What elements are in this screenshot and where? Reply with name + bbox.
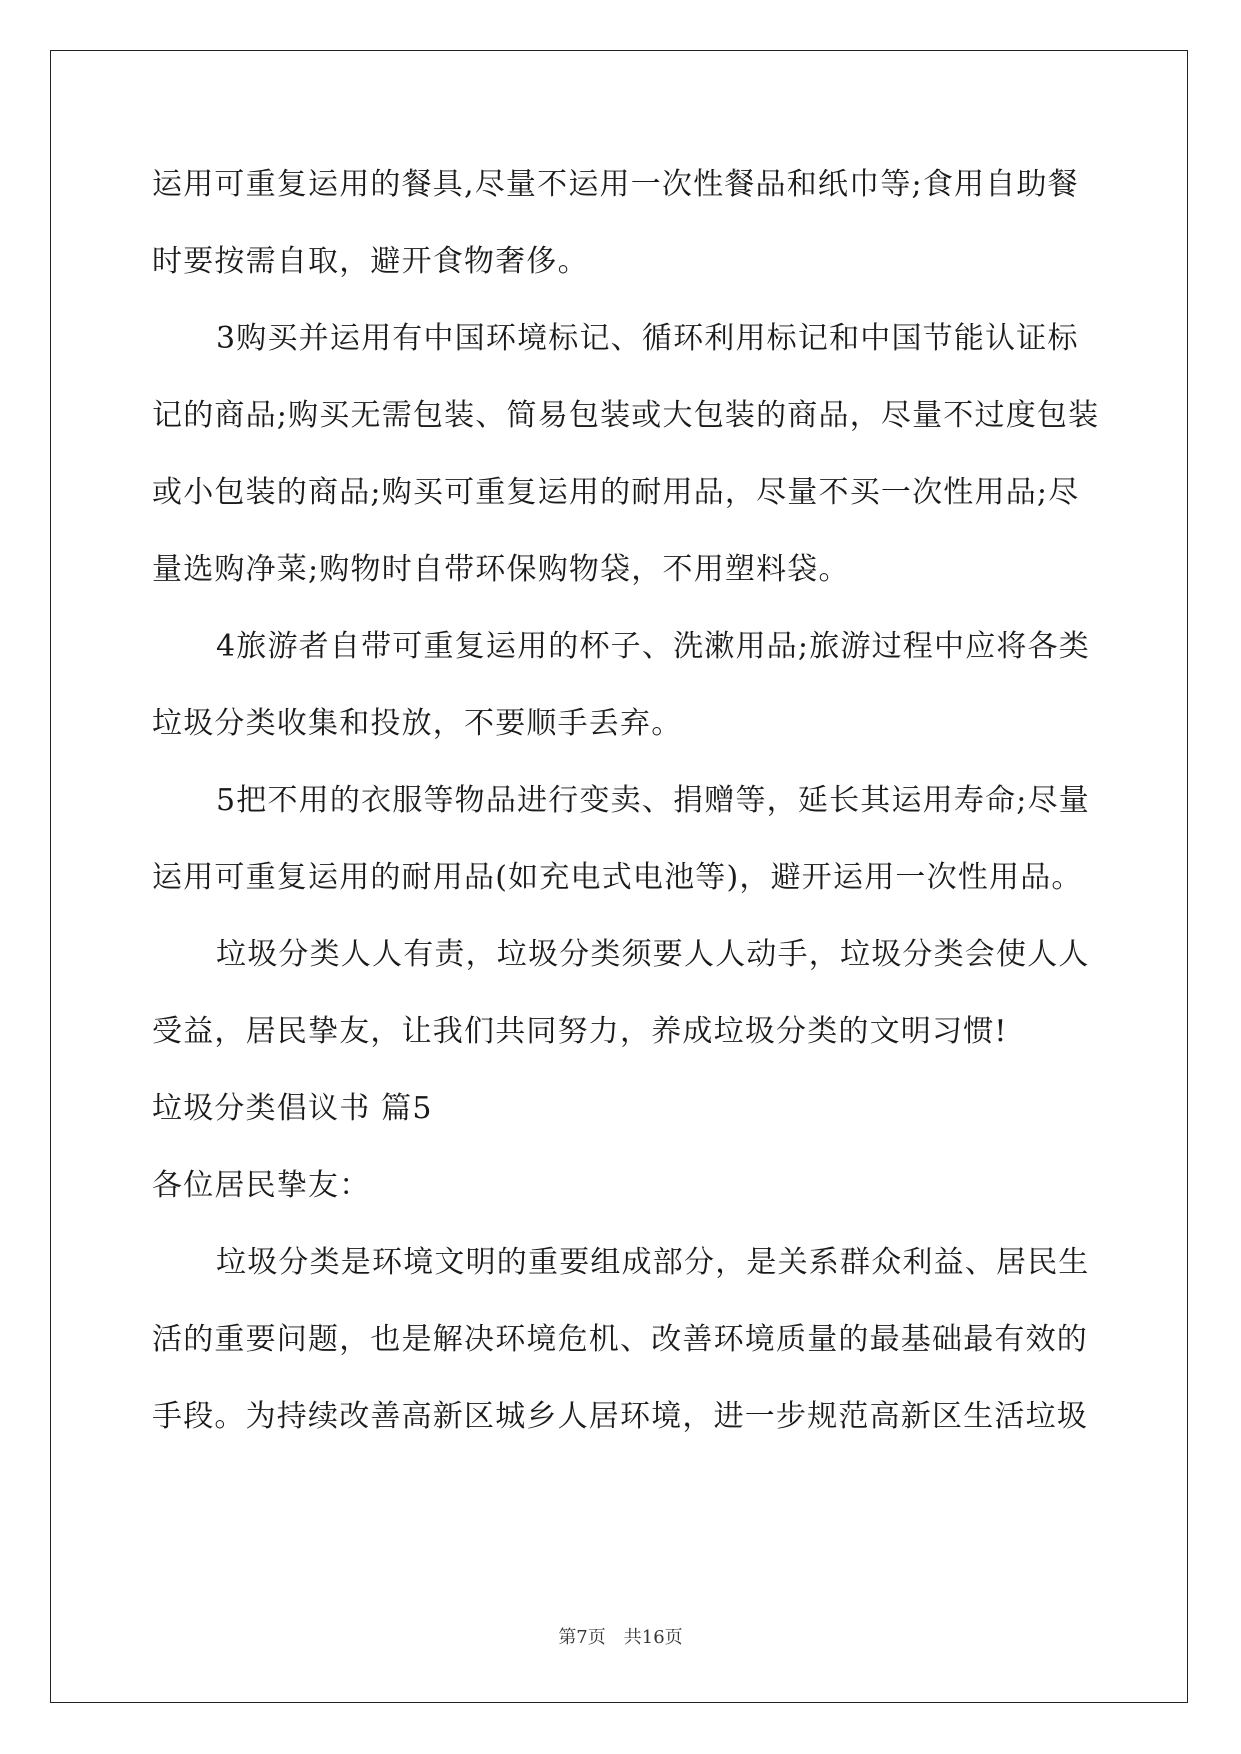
text-line: 3购买并运用有中国环境标记、循环利用标记和中国节能认证标 — [216, 321, 1079, 356]
text-line: 运用可重复运用的耐用品(如充电式电池等)，避开运用一次性用品。 — [152, 860, 1083, 895]
text-line: 垃圾分类收集和投放，不要顺手丢弃。 — [152, 706, 683, 741]
text-line: 手段。为持续改善高新区城乡人居环境，进一步规范高新区生活垃圾 — [152, 1399, 1088, 1434]
text-line: 垃圾分类是环境文明的重要组成部分，是关系群众利益、居民生 — [216, 1245, 1090, 1280]
section-heading: 垃圾分类倡议书 篇5 — [152, 1091, 433, 1126]
page-number-footer: 第7页 共16页 — [558, 1627, 683, 1648]
text-line: 5把不用的衣服等物品进行变卖、捐赠等，延长其运用寿命;尽量 — [216, 783, 1090, 818]
text-line: 或小包装的商品;购买可重复运用的耐用品，尽量不买一次性用品;尽 — [152, 475, 1080, 510]
text-line: 受益，居民挚友，让我们共同努力，养成垃圾分类的文明习惯! — [152, 1014, 1008, 1049]
text-line: 记的商品;购买无需包装、简易包装或大包装的商品，尽量不过度包装 — [152, 398, 1100, 433]
text-line: 量选购净菜;购物时自带环保购物袋，不用塑料袋。 — [152, 552, 850, 587]
text-line: 4旅游者自带可重复运用的杯子、洗漱用品;旅游过程中应将各类 — [216, 629, 1090, 664]
document-body — [152, 162, 1100, 1471]
text-line: 活的重要问题，也是解决环境危机、改善环境质量的最基础最有效的 — [152, 1322, 1088, 1357]
text-line: 时要按需自取，避开食物奢侈。 — [152, 244, 589, 279]
salutation: 各位居民挚友： — [152, 1168, 371, 1203]
text-line: 运用可重复运用的餐具,尽量不运用一次性餐品和纸巾等;食用自助餐 — [152, 167, 1079, 202]
text-line: 垃圾分类人人有责，垃圾分类须要人人动手，垃圾分类会使人人 — [216, 937, 1090, 972]
